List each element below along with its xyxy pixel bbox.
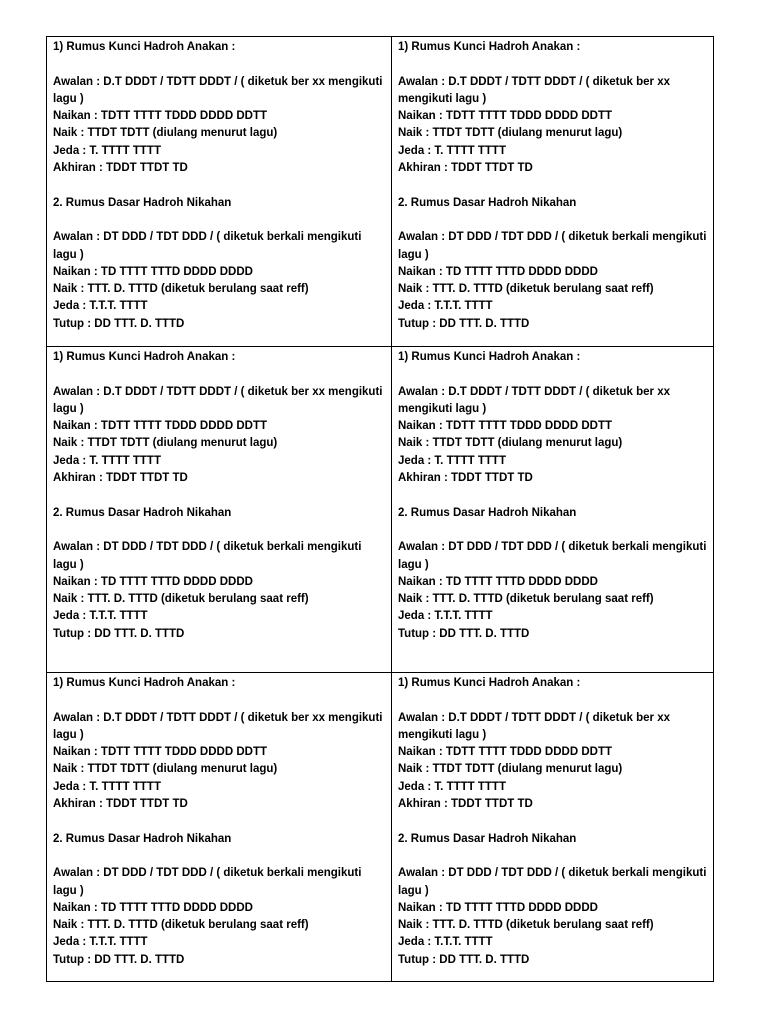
nikahan-heading: 2. Rumus Dasar Hadroh Nikahan bbox=[53, 196, 232, 209]
anakan-akhiran: Akhiran : TDDT TTDT TD bbox=[398, 798, 533, 811]
nikahan-jeda: Jeda : T.T.T. TTTT bbox=[53, 300, 148, 313]
spacer bbox=[53, 692, 385, 709]
anakan-heading: 1) Rumus Kunci Hadroh Anakan : bbox=[53, 677, 236, 689]
nikahan-naikan: Naikan : TD TTTT TTTD DDDD DDDD bbox=[398, 901, 598, 914]
anakan-naikan: Naikan : TDTT TTTT TDDD DDDD DDTT bbox=[53, 746, 268, 759]
nikahan-heading: 2. Rumus Dasar Hadroh Nikahan bbox=[53, 506, 232, 519]
spacer bbox=[398, 212, 707, 229]
anakan-awalan: Awalan : D.T DDDT / TDTT DDDT / ( diketuk ber xx mengikuti lagu ) bbox=[53, 75, 383, 105]
anakan-naik: Naik : TTDT TDTT (diulang menurut lagu) bbox=[398, 763, 623, 776]
anakan-heading: 1) Rumus Kunci Hadroh Anakan : bbox=[53, 41, 236, 53]
anakan-heading: 1) Rumus Kunci Hadroh Anakan : bbox=[53, 351, 236, 363]
spacer bbox=[398, 692, 707, 709]
anakan-naik: Naik : TTDT TDTT (diulang menurut lagu) bbox=[398, 127, 623, 140]
nikahan-awalan: Awalan : DT DDD / TDT DDD / ( diketuk berkali mengikuti lagu ) bbox=[53, 541, 362, 571]
spacer bbox=[398, 813, 707, 830]
spacer bbox=[53, 366, 385, 383]
nikahan-naik: Naik : TTT. D. TTTD (diketuk berulang saat reff) bbox=[398, 283, 654, 296]
nikahan-awalan: Awalan : DT DDD / TDT DDD / ( diketuk berkali mengikuti lagu ) bbox=[398, 541, 707, 571]
anakan-awalan: Awalan : D.T DDDT / TDTT DDDT / ( diketuk ber xx mengikuti lagu ) bbox=[398, 711, 670, 741]
nikahan-awalan: Awalan : DT DDD / TDT DDD / ( diketuk berkali mengikuti lagu ) bbox=[53, 867, 362, 897]
table-row bbox=[47, 673, 714, 982]
nikahan-tutup: Tutup : DD TTT. D. TTTD bbox=[398, 627, 530, 640]
anakan-jeda: Jeda : T. TTTT TTTT bbox=[53, 144, 161, 157]
anakan-akhiran: Akhiran : TDDT TTDT TD bbox=[398, 472, 533, 485]
nikahan-naikan: Naikan : TD TTTT TTTD DDDD DDDD bbox=[398, 575, 598, 588]
anakan-jeda: Jeda : T. TTTT TTTT bbox=[53, 454, 161, 467]
spacer bbox=[53, 522, 385, 539]
spacer bbox=[53, 56, 385, 73]
nikahan-jeda: Jeda : T.T.T. TTTT bbox=[53, 610, 148, 623]
anakan-naik: Naik : TTDT TDTT (diulang menurut lagu) bbox=[398, 437, 623, 450]
nikahan-naikan: Naikan : TD TTTT TTTD DDDD DDDD bbox=[398, 265, 598, 278]
spacer bbox=[398, 487, 707, 504]
nikahan-jeda: Jeda : T.T.T. TTTT bbox=[398, 610, 493, 623]
spacer bbox=[398, 366, 707, 383]
anakan-naikan: Naikan : TDTT TTTT TDDD DDDD DDTT bbox=[53, 110, 268, 123]
nikahan-naik: Naik : TTT. D. TTTD (diketuk berulang saat reff) bbox=[53, 593, 309, 606]
spacer bbox=[53, 212, 385, 229]
spacer bbox=[398, 56, 707, 73]
anakan-jeda: Jeda : T. TTTT TTTT bbox=[398, 454, 506, 467]
nikahan-jeda: Jeda : T.T.T. TTTT bbox=[398, 300, 493, 313]
anakan-naik: Naik : TTDT TDTT (diulang menurut lagu) bbox=[53, 763, 278, 776]
cards-table bbox=[46, 36, 714, 982]
anakan-awalan: Awalan : D.T DDDT / TDTT DDDT / ( diketuk ber xx mengikuti lagu ) bbox=[398, 385, 670, 415]
spacer bbox=[398, 848, 707, 865]
anakan-awalan: Awalan : D.T DDDT / TDTT DDDT / ( diketuk ber xx mengikuti lagu ) bbox=[398, 75, 670, 105]
nikahan-jeda: Jeda : T.T.T. TTTT bbox=[53, 936, 148, 949]
table-row bbox=[47, 347, 714, 673]
spacer bbox=[398, 522, 707, 539]
nikahan-naik: Naik : TTT. D. TTTD (diketuk berulang saat reff) bbox=[398, 919, 654, 932]
anakan-naikan: Naikan : TDTT TTTT TDDD DDDD DDTT bbox=[398, 420, 613, 433]
nikahan-heading: 2. Rumus Dasar Hadroh Nikahan bbox=[398, 196, 577, 209]
nikahan-naikan: Naikan : TD TTTT TTTD DDDD DDDD bbox=[53, 901, 253, 914]
anakan-naik: Naik : TTDT TDTT (diulang menurut lagu) bbox=[53, 437, 278, 450]
spacer bbox=[53, 813, 385, 830]
anakan-jeda: Jeda : T. TTTT TTTT bbox=[53, 780, 161, 793]
nikahan-naikan: Naikan : TD TTTT TTTD DDDD DDDD bbox=[53, 575, 253, 588]
card bbox=[47, 347, 392, 673]
nikahan-heading: 2. Rumus Dasar Hadroh Nikahan bbox=[53, 832, 232, 845]
anakan-heading: 1) Rumus Kunci Hadroh Anakan : bbox=[398, 351, 581, 363]
nikahan-tutup: Tutup : DD TTT. D. TTTD bbox=[53, 627, 185, 640]
anakan-akhiran: Akhiran : TDDT TTDT TD bbox=[53, 798, 188, 811]
card bbox=[392, 673, 714, 982]
nikahan-tutup: Tutup : DD TTT. D. TTTD bbox=[398, 317, 530, 330]
nikahan-awalan: Awalan : DT DDD / TDT DDD / ( diketuk berkali mengikuti lagu ) bbox=[53, 231, 362, 261]
card bbox=[47, 37, 392, 347]
card bbox=[392, 347, 714, 673]
spacer bbox=[53, 177, 385, 194]
anakan-naikan: Naikan : TDTT TTTT TDDD DDDD DDTT bbox=[53, 420, 268, 433]
nikahan-awalan: Awalan : DT DDD / TDT DDD / ( diketuk berkali mengikuti lagu ) bbox=[398, 867, 707, 897]
nikahan-naik: Naik : TTT. D. TTTD (diketuk berulang saat reff) bbox=[398, 593, 654, 606]
anakan-naikan: Naikan : TDTT TTTT TDDD DDDD DDTT bbox=[398, 746, 613, 759]
anakan-jeda: Jeda : T. TTTT TTTT bbox=[398, 144, 506, 157]
nikahan-heading: 2. Rumus Dasar Hadroh Nikahan bbox=[398, 506, 577, 519]
nikahan-naik: Naik : TTT. D. TTTD (diketuk berulang saat reff) bbox=[53, 919, 309, 932]
anakan-akhiran: Akhiran : TDDT TTDT TD bbox=[398, 162, 533, 175]
nikahan-heading: 2. Rumus Dasar Hadroh Nikahan bbox=[398, 832, 577, 845]
nikahan-naik: Naik : TTT. D. TTTD (diketuk berulang saat reff) bbox=[53, 283, 309, 296]
anakan-naikan: Naikan : TDTT TTTT TDDD DDDD DDTT bbox=[398, 110, 613, 123]
anakan-awalan: Awalan : D.T DDDT / TDTT DDDT / ( diketuk ber xx mengikuti lagu ) bbox=[53, 385, 383, 415]
anakan-naik: Naik : TTDT TDTT (diulang menurut lagu) bbox=[53, 127, 278, 140]
anakan-heading: 1) Rumus Kunci Hadroh Anakan : bbox=[398, 41, 581, 53]
spacer bbox=[53, 848, 385, 865]
nikahan-tutup: Tutup : DD TTT. D. TTTD bbox=[53, 317, 185, 330]
nikahan-naikan: Naikan : TD TTTT TTTD DDDD DDDD bbox=[53, 265, 253, 278]
anakan-akhiran: Akhiran : TDDT TTDT TD bbox=[53, 472, 188, 485]
anakan-awalan: Awalan : D.T DDDT / TDTT DDDT / ( diketuk ber xx mengikuti lagu ) bbox=[53, 711, 383, 741]
nikahan-tutup: Tutup : DD TTT. D. TTTD bbox=[398, 953, 530, 966]
table-row bbox=[47, 37, 714, 347]
spacer bbox=[398, 177, 707, 194]
anakan-jeda: Jeda : T. TTTT TTTT bbox=[398, 780, 506, 793]
spacer bbox=[53, 487, 385, 504]
nikahan-jeda: Jeda : T.T.T. TTTT bbox=[398, 936, 493, 949]
anakan-heading: 1) Rumus Kunci Hadroh Anakan : bbox=[398, 677, 581, 689]
nikahan-awalan: Awalan : DT DDD / TDT DDD / ( diketuk berkali mengikuti lagu ) bbox=[398, 231, 707, 261]
anakan-akhiran: Akhiran : TDDT TTDT TD bbox=[53, 162, 188, 175]
nikahan-tutup: Tutup : DD TTT. D. TTTD bbox=[53, 953, 185, 966]
card bbox=[47, 673, 392, 982]
card bbox=[392, 37, 714, 347]
